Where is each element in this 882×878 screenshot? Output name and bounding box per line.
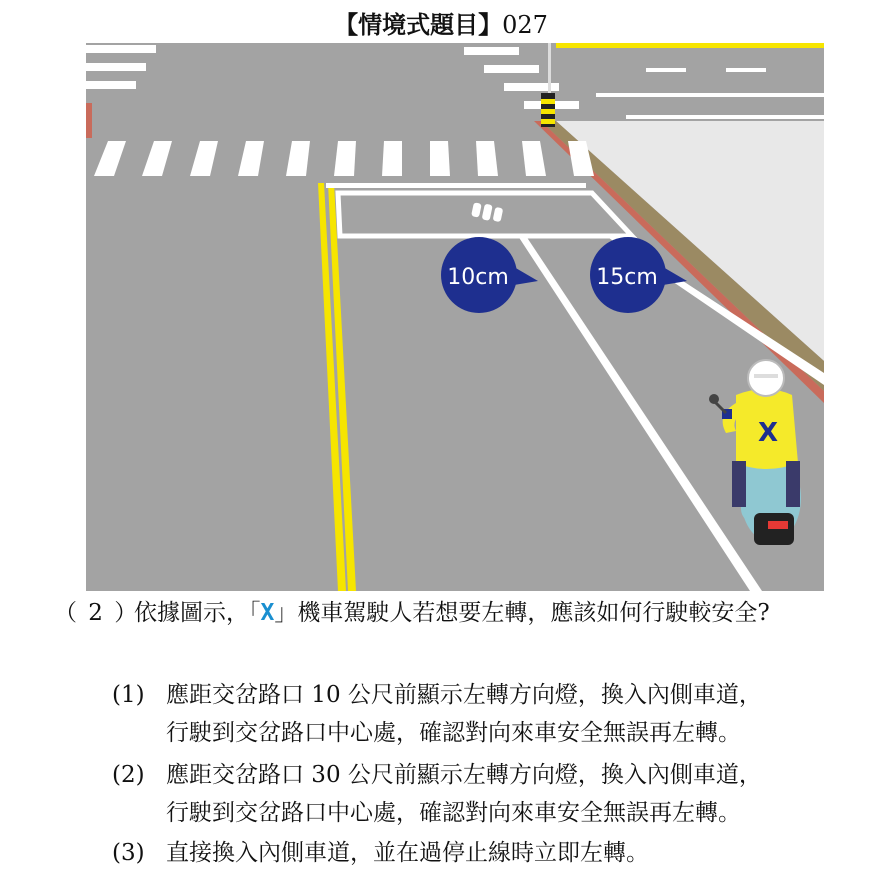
question-answer-number: （ 2 ） (54, 600, 140, 626)
option-number: (1) (112, 682, 145, 708)
question-marker: X (260, 600, 275, 626)
option-line: 直接換入內側車道，並在過停止線時立即左轉。 (166, 840, 649, 866)
question-text (134, 596, 834, 630)
title-prefix: 【情境式題目】 (334, 11, 503, 39)
question-title (0, 8, 882, 42)
question-text-before: 依據圖示，「 (134, 600, 261, 626)
stop-line (326, 183, 586, 188)
outer-lane-width-label: 15cm (596, 265, 658, 290)
intersection-illustration (86, 43, 824, 591)
option-line: 應距交岔路口 10 公尺前顯示左轉方向燈，換入內側車道， (166, 682, 762, 708)
rider-mark-label: X (757, 418, 779, 448)
question-text-after: 」機車駕駛人若想要左轉，應該如何行駛較安全? (274, 600, 770, 626)
option-text (166, 756, 846, 832)
option-number: (2) (112, 762, 145, 788)
option-line: 應距交岔路口 30 公尺前顯示左轉方向燈，換入內側車道， (166, 762, 762, 788)
pole (548, 43, 551, 93)
option-number: (3) (112, 840, 145, 866)
inner-lane-width-label: 10cm (447, 265, 509, 290)
option-line: 行駛到交岔路口中心處，確認對向來車安全無誤再左轉。 (166, 800, 741, 826)
option-text (166, 834, 846, 872)
option-line: 行駛到交岔路口中心處，確認對向來車安全無誤再左轉。 (166, 720, 741, 746)
title-number: 027 (502, 11, 548, 39)
far-yellow-line (556, 43, 824, 48)
option-text (166, 676, 846, 752)
